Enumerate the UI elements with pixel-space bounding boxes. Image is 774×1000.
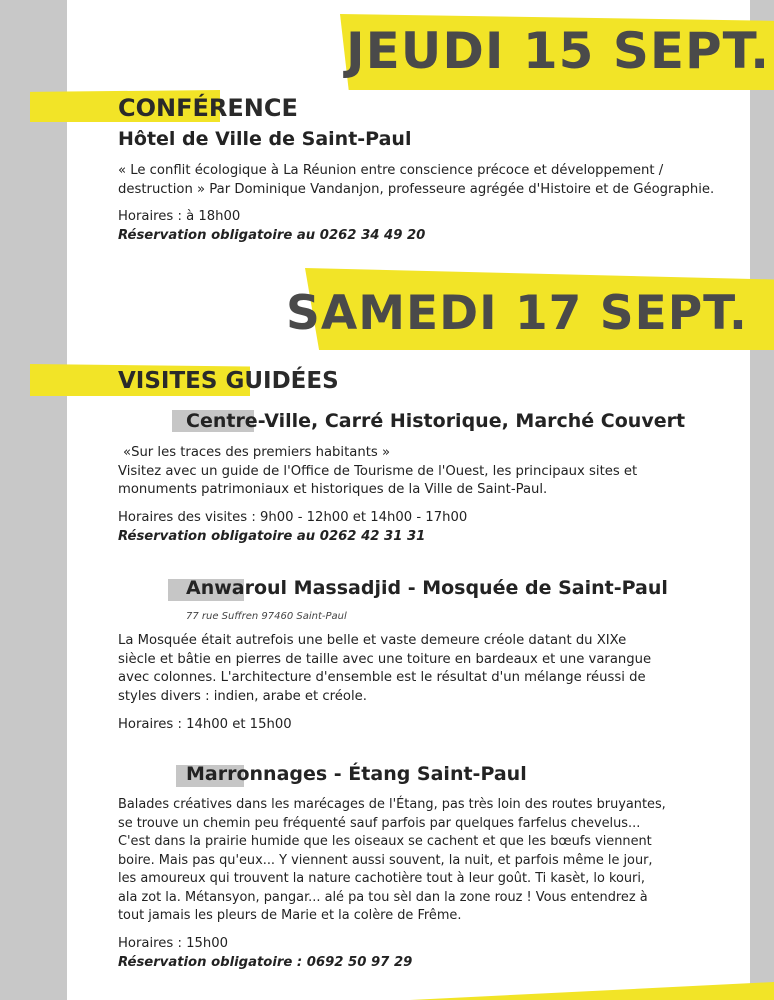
visit2-line-2: siècle et bâtie en pierres de taille avec une toiture en bardeaux et une varangue bbox=[118, 651, 652, 667]
day1-description bbox=[118, 162, 758, 199]
left-gray-band bbox=[0, 0, 67, 1000]
bottom-highlight bbox=[410, 982, 774, 1000]
visit2-description bbox=[118, 632, 758, 706]
day1-desc-line-1: « Le conflit écologique à La Réunion entre conscience précoce et développement / bbox=[118, 163, 664, 178]
visit1-description bbox=[118, 444, 758, 500]
visit1-reservation: Réservation obligatoire au 0262 42 31 31 bbox=[118, 529, 426, 544]
visit1-line-2: Visitez avec un guide de l'Office de Tourisme de l'Ouest, les principaux sites et bbox=[118, 463, 638, 479]
visit3-reservation: Réservation obligatoire : 0692 50 97 29 bbox=[118, 955, 413, 970]
visit3-line-3: C'est dans la prairie humide que les oiseaux se cachent et que les bœufs viennent bbox=[118, 834, 652, 849]
visit3-description bbox=[118, 796, 763, 926]
day2-heading: SAMEDI 17 SEPT. bbox=[286, 286, 748, 341]
visit3-hours: Horaires : 15h00 bbox=[118, 936, 229, 951]
visit3-line-2: se trouve un chemin peu fréquenté sauf parfois par quelques farfelus chevelus... bbox=[118, 815, 641, 831]
visit2-hours: Horaires : 14h00 et 15h00 bbox=[118, 717, 292, 732]
visit2-line-1: La Mosquée était autrefois une belle et vaste demeure créole datant du XIXe bbox=[118, 633, 627, 648]
day1-desc-line-2: destruction » Par Dominique Vandanjon, professeure agrégée d'Histoire et de Géographie. bbox=[118, 181, 715, 197]
day1-heading: JEUDI 15 SEPT. bbox=[346, 22, 771, 80]
visit3-line-4: boire. Mais pas qu'eux... Y viennent aussi souvent, la nuit, et parfois même le jour, bbox=[118, 852, 653, 868]
visit2-address: 77 rue Suffren 97460 Saint-Paul bbox=[186, 611, 347, 622]
day1-venue: Hôtel de Ville de Saint-Paul bbox=[118, 128, 412, 150]
visit3-line-7: tout jamais les pleurs de Marie et la colère de Frême. bbox=[118, 908, 462, 923]
visit3-line-5: les amoureux qui trouvent la nature cachotière tout à leur goût. Ti kasèt, lo kouri, bbox=[118, 871, 646, 886]
visit3-line-1: Balades créatives dans les marécages de l'Étang, pas très loin des routes bruyantes, bbox=[118, 797, 666, 812]
visit2-title: Anwaroul Massadjid - Mosquée de Saint-Paul bbox=[186, 577, 668, 599]
day1-section-title: CONFÉRENCE bbox=[118, 94, 298, 122]
day1-reservation: Réservation obligatoire au 0262 34 49 20 bbox=[118, 228, 426, 243]
visit1-hours: Horaires des visites : 9h00 - 12h00 et 14h00 - 17h00 bbox=[118, 510, 468, 525]
visit3-line-6: ala zot la. Métansyon, pangar... alé pa tou sèl dan la zone rouz ! Vous entendrez à bbox=[118, 889, 648, 905]
visit3-title: Marronnages - Étang Saint-Paul bbox=[186, 763, 527, 785]
visit1-line-3: monuments patrimoniaux et historiques de la Ville de Saint-Paul. bbox=[118, 482, 548, 497]
visit1-line-1: «Sur les traces des premiers habitants » bbox=[123, 445, 391, 460]
day2-section-title: VISITES GUIDÉES bbox=[118, 368, 339, 394]
day1-hours: Horaires : à 18h00 bbox=[118, 209, 241, 224]
visit1-title: Centre-Ville, Carré Historique, Marché Couvert bbox=[186, 410, 686, 432]
visit2-line-3: avec colonnes. L'architecture d'ensemble est le résultat d'un mélange réussi de bbox=[118, 670, 646, 685]
visit2-line-4: styles divers : indien, arabe et créole. bbox=[118, 688, 367, 704]
